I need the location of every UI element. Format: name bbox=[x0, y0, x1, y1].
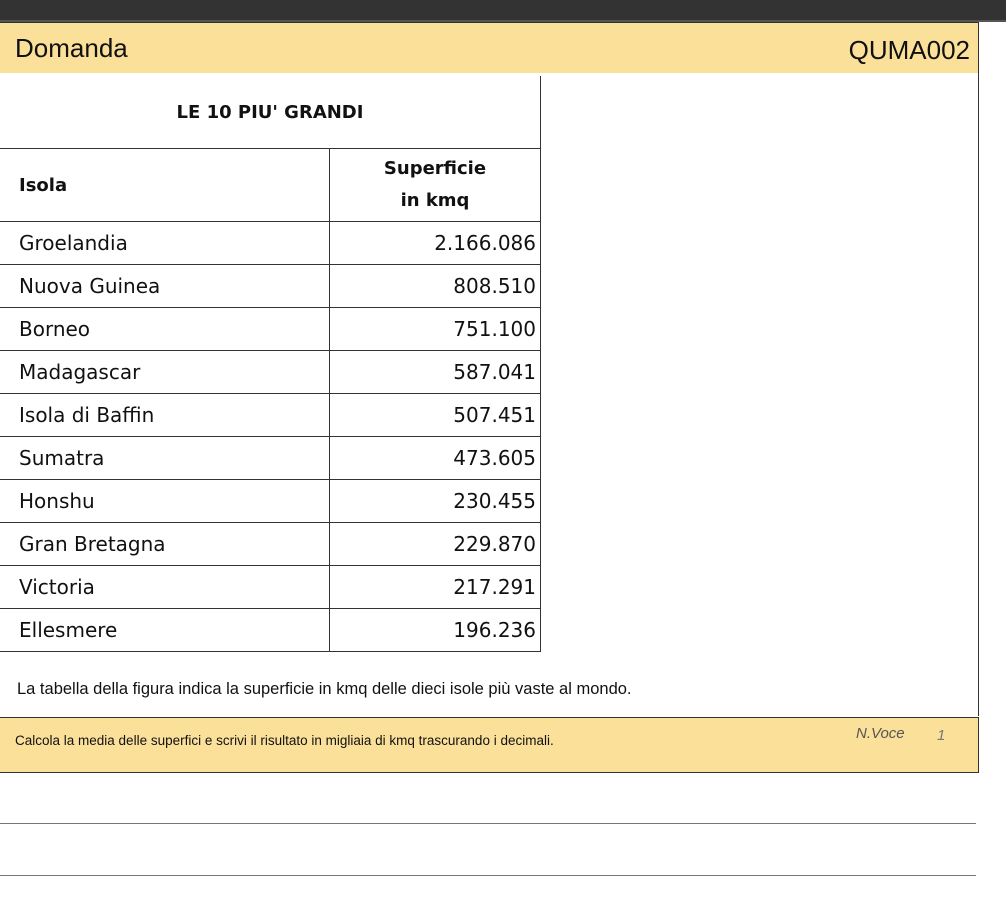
column-header-area-line1: Superficie bbox=[383, 157, 487, 179]
island-name: Honshu bbox=[0, 480, 330, 523]
table-row bbox=[0, 437, 541, 480]
island-area: 473.605 bbox=[330, 437, 541, 480]
island-name: Gran Bretagna bbox=[0, 523, 330, 566]
island-area: 587.041 bbox=[330, 351, 541, 394]
island-area: 217.291 bbox=[330, 566, 541, 609]
island-name: Borneo bbox=[0, 308, 330, 351]
table-header-row bbox=[0, 149, 541, 222]
table-row bbox=[0, 523, 541, 566]
island-area: 507.451 bbox=[330, 394, 541, 437]
table-row bbox=[0, 480, 541, 523]
answer-line[interactable] bbox=[0, 823, 976, 824]
island-name: Isola di Baffin bbox=[0, 394, 330, 437]
voce-label: N.Voce bbox=[856, 725, 905, 742]
table-row bbox=[0, 609, 541, 652]
island-area: 229.870 bbox=[330, 523, 541, 566]
island-area: 196.236 bbox=[330, 609, 541, 652]
question-header bbox=[0, 22, 979, 74]
question-content bbox=[0, 73, 979, 716]
island-name: Nuova Guinea bbox=[0, 265, 330, 308]
question-text: Calcola la media delle superfici e scrivi il risultato in migliaia di kmq trascurando i decimali. bbox=[15, 733, 554, 748]
island-name: Groelandia bbox=[0, 222, 330, 265]
top-bar bbox=[0, 0, 1006, 20]
answer-line[interactable] bbox=[0, 875, 976, 876]
table-caption: LE 10 PIU' GRANDI bbox=[0, 76, 541, 149]
table-row bbox=[0, 265, 541, 308]
island-area: 808.510 bbox=[330, 265, 541, 308]
column-header-island: Isola bbox=[0, 149, 330, 222]
island-area: 230.455 bbox=[330, 480, 541, 523]
island-name: Ellesmere bbox=[0, 609, 330, 652]
question-code: QUMA002 bbox=[848, 35, 970, 65]
island-name: Madagascar bbox=[0, 351, 330, 394]
voce-number: 1 bbox=[937, 727, 946, 744]
islands-table bbox=[0, 76, 541, 652]
question-box bbox=[0, 717, 979, 773]
table-row bbox=[0, 222, 541, 265]
island-area: 751.100 bbox=[330, 308, 541, 351]
table-row bbox=[0, 394, 541, 437]
island-name: Sumatra bbox=[0, 437, 330, 480]
island-name: Victoria bbox=[0, 566, 330, 609]
column-header-area-line2: in kmq bbox=[400, 190, 470, 211]
island-area: 2.166.086 bbox=[330, 222, 541, 265]
table-row bbox=[0, 351, 541, 394]
table-description: La tabella della figura indica la superficie in kmq delle dieci isole più vaste al mondo. bbox=[17, 680, 632, 698]
header-title: Domanda bbox=[15, 33, 128, 63]
table-row bbox=[0, 308, 541, 351]
column-header-area bbox=[330, 149, 541, 222]
table-row bbox=[0, 566, 541, 609]
